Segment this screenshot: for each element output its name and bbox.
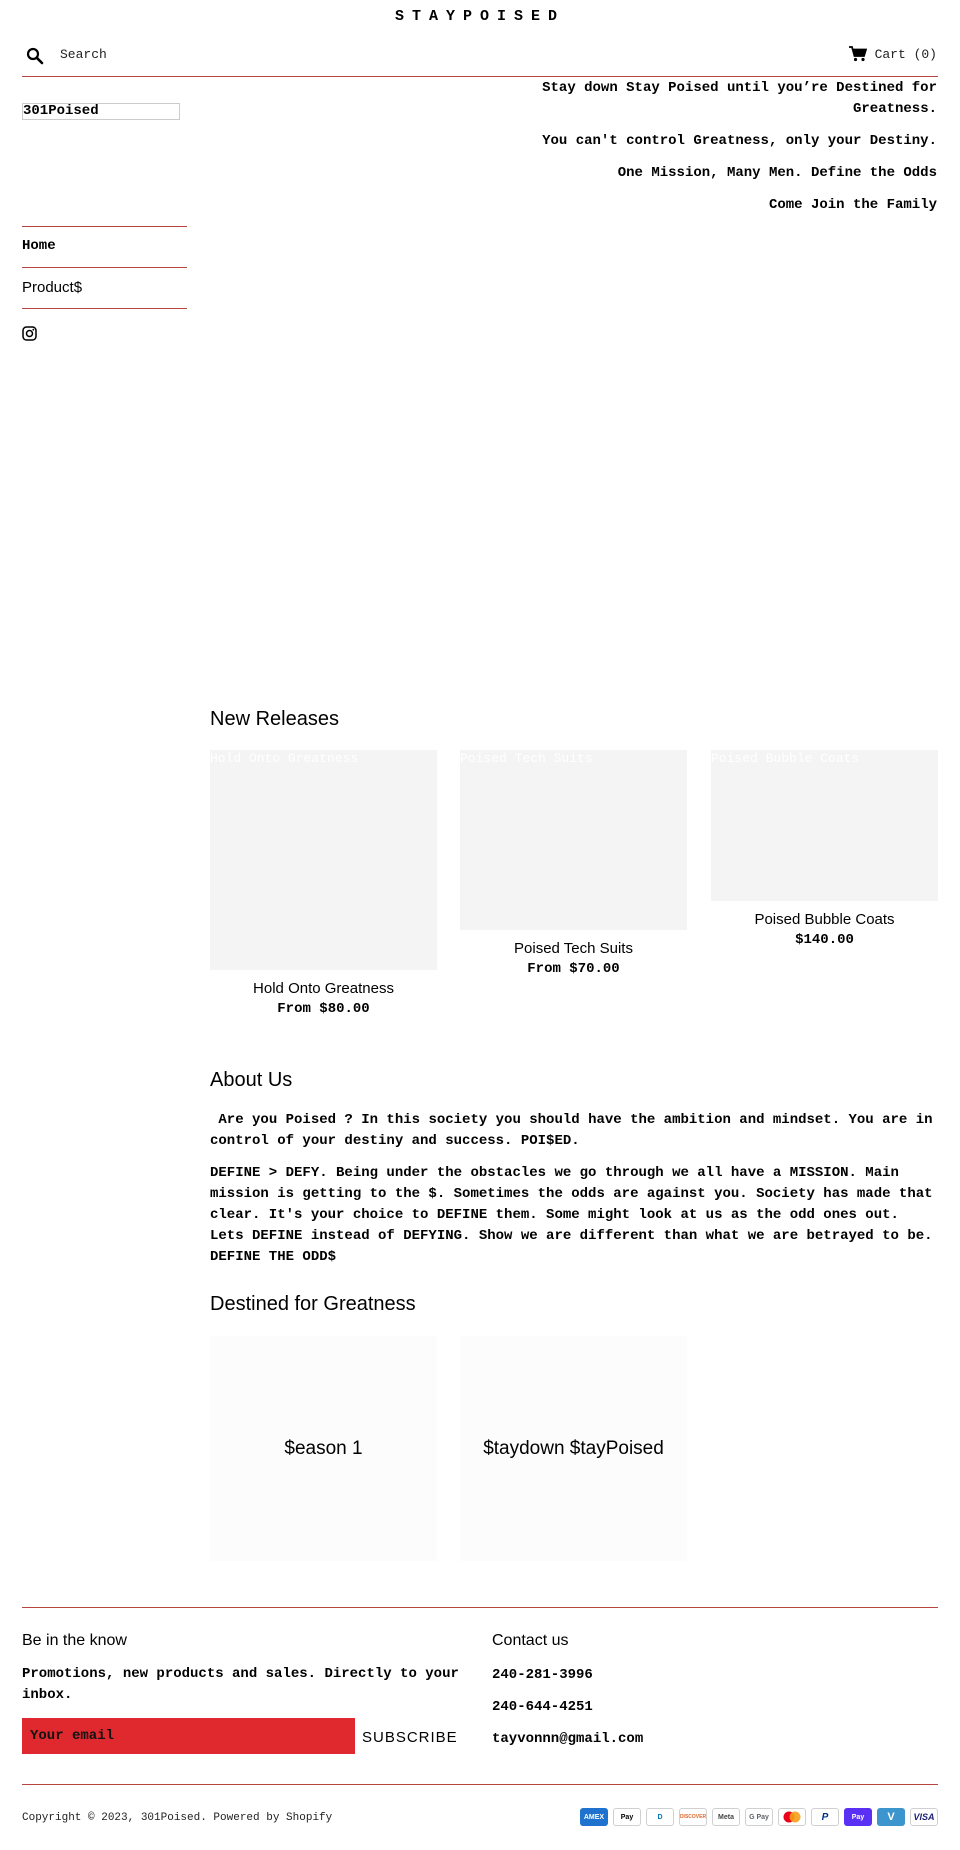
footer-divider xyxy=(22,1607,938,1608)
product-image[interactable] xyxy=(210,750,437,970)
product-image[interactable] xyxy=(460,750,687,930)
instagram-icon[interactable] xyxy=(22,326,37,341)
product-card[interactable] xyxy=(711,750,938,948)
contact-phone-2: 240-644-4251 xyxy=(492,1699,593,1715)
taglines xyxy=(517,78,937,227)
product-image[interactable] xyxy=(711,750,938,901)
newsletter-heading: Be in the know xyxy=(22,1632,127,1649)
nav-divider xyxy=(22,267,187,268)
product-image-alt: Poised Bubble Coats xyxy=(711,751,860,766)
shop-pay-icon: Pay xyxy=(844,1808,872,1826)
product-image-alt: Poised Tech Suits xyxy=(460,751,593,766)
collection-label: $taydown $tayPoised xyxy=(483,1437,664,1459)
google-pay-icon: G Pay xyxy=(745,1808,773,1826)
header-divider xyxy=(22,76,938,77)
tagline-1: Stay down Stay Poised until you’re Destined for Greatness. xyxy=(542,80,937,117)
cart-link[interactable] xyxy=(849,46,937,62)
paypal-icon: P xyxy=(811,1808,839,1826)
product-card[interactable] xyxy=(210,750,437,1017)
collection-card[interactable] xyxy=(460,1336,687,1561)
about-text xyxy=(210,1110,941,1279)
nav-item-products[interactable]: Product$ xyxy=(22,279,83,296)
search-input[interactable] xyxy=(60,42,320,66)
product-price: From $80.00 xyxy=(277,1001,370,1017)
destined-title: Destined for Greatness xyxy=(210,1293,416,1315)
product-name[interactable]: Hold Onto Greatness xyxy=(253,980,394,997)
logo[interactable]: 301Poised xyxy=(22,103,180,120)
footer-divider xyxy=(22,1784,938,1785)
apple-pay-icon: Pay xyxy=(613,1808,641,1826)
about-paragraph: Are you Poised ? In this society you should have the ambition and mindset. You are in control of your destiny and success. POI$ED. xyxy=(210,1112,941,1149)
collection-label: $eason 1 xyxy=(284,1437,363,1459)
nav-divider xyxy=(22,308,187,309)
about-paragraph: DEFINE > DEFY. Being under the obstacles we go through we all have a MISSION. Main mission is getting to the $. Sometimes the odds are against you. Society has made that clear. It's your choice to DEFINE them. Some might look at us as the odd ones out. Lets DEFINE instead of DEFYING. Show we are different than what we are betrayed to be. DEFINE THE ODD$ xyxy=(210,1165,933,1265)
visa-icon: VISA xyxy=(910,1808,938,1826)
product-image-alt: Hold Onto Greatness xyxy=(210,751,359,766)
tagline-4: Come Join the Family xyxy=(768,197,937,213)
product-price: $140.00 xyxy=(795,932,854,948)
mastercard-icon xyxy=(778,1808,806,1826)
email-input[interactable] xyxy=(22,1718,355,1754)
product-name[interactable]: Poised Bubble Coats xyxy=(754,911,895,928)
amex-icon: AMEX xyxy=(580,1808,608,1826)
about-title: About Us xyxy=(210,1069,293,1091)
discover-icon: DISCOVER xyxy=(679,1808,707,1826)
meta-pay-icon: Meta xyxy=(712,1808,740,1826)
product-name[interactable]: Poised Tech Suits xyxy=(514,940,633,957)
collection-card[interactable] xyxy=(210,1336,437,1561)
newsletter-text: Promotions, new products and sales. Directly to your inbox. xyxy=(22,1666,459,1703)
subscribe-button[interactable]: SUBSCRIBE xyxy=(362,1722,458,1752)
contact-phone-1: 240-281-3996 xyxy=(492,1667,593,1683)
payment-icons xyxy=(580,1808,938,1826)
product-card[interactable] xyxy=(460,750,687,977)
cart-icon xyxy=(849,46,867,62)
nav-item-home[interactable]: Home xyxy=(22,238,56,254)
cart-label: Cart (0) xyxy=(874,46,937,62)
nav-divider xyxy=(22,226,187,227)
copyright: Copyright © 2023, 301Poised. Powered by Shopify xyxy=(22,1812,333,1824)
contact-heading: Contact us xyxy=(492,1632,569,1649)
diners-club-icon: D xyxy=(646,1808,674,1826)
new-releases-title: New Releases xyxy=(210,708,339,730)
site-title[interactable]: STAYPOISED xyxy=(394,8,565,25)
venmo-icon: V xyxy=(877,1808,905,1826)
tagline-3: One Mission, Many Men. Define the Odds xyxy=(617,165,937,181)
tagline-2: You can't control Greatness, only your Destiny. xyxy=(542,133,937,149)
contact-email: tayvonnn@gmail.com xyxy=(492,1731,644,1747)
product-price: From $70.00 xyxy=(527,961,620,977)
search-icon[interactable] xyxy=(26,47,44,65)
